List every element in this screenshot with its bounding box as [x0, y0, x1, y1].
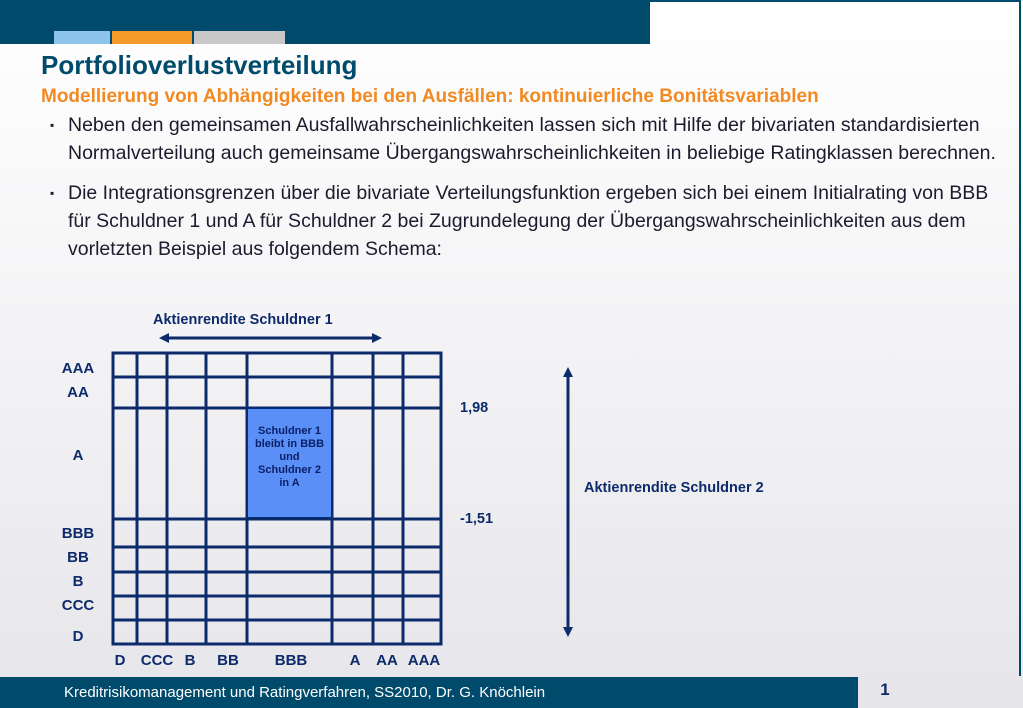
- bullet-text: Die Integrationsgrenzen über die bivariate Verteilungsfunktion ergeben sich bei einem Initialrating von BBB für Schuldner 1 und A für Schuldner 2 bei Zugrundelegung der Übergangswahrscheinlichkeiten aus dem vorletzten Beispiel aus folgendem Schema:: [68, 182, 989, 260]
- col-label: B: [184, 652, 196, 669]
- highlight-cell-line: in A: [279, 477, 300, 489]
- row-label: B: [72, 573, 84, 590]
- row-label: AAA: [61, 360, 95, 377]
- lower-bound-label: -1,51: [460, 511, 494, 527]
- col-label: D: [114, 652, 126, 669]
- col-label: CCC: [140, 652, 174, 669]
- bullet-marker-icon: ▪: [50, 118, 55, 132]
- footer-text: Kreditrisikomanagement und Ratingverfahren, SS2010, Dr. G. Knöchlein: [64, 684, 546, 701]
- bullet-item: [50, 179, 1010, 263]
- bullet-item: [50, 111, 1010, 167]
- footer-bar: [0, 677, 858, 708]
- highlight-cell-line: Schuldner 2: [258, 464, 321, 476]
- col-label: BBB: [274, 652, 308, 669]
- header-accent-orange: [112, 31, 192, 44]
- x-axis-label: Aktienrendite Schuldner 1: [153, 312, 333, 328]
- header-accent-blue: [54, 31, 110, 44]
- bullet-text: Neben den gemeinsamen Ausfallwahrscheinlichkeiten lassen sich mit Hilfe der bivariaten standardisierten Normalverteilung auch gemeinsame Übergangswahrscheinlichkeiten in beliebige Ratingklassen berechnen.: [68, 114, 996, 164]
- header-accent-grey: [194, 31, 285, 44]
- highlight-cell-line: Schuldner 1: [258, 425, 321, 437]
- col-label: AA: [376, 652, 398, 669]
- highlight-cell-line: und: [279, 451, 300, 463]
- row-label: BBB: [61, 525, 95, 542]
- row-label: BB: [67, 549, 89, 566]
- bullet-marker-icon: ▪: [50, 186, 55, 200]
- bullet-list: [50, 111, 1010, 275]
- slide-subtitle: Modellierung von Abhängigkeiten bei den Ausfällen: kontinuierliche Bonitätsvariablen: [41, 86, 819, 107]
- col-label: AAA: [407, 652, 441, 669]
- page-number: 1: [880, 680, 890, 699]
- row-label: D: [72, 628, 84, 645]
- row-label: AA: [67, 384, 89, 401]
- upper-bound-label: 1,98: [460, 400, 489, 416]
- highlight-cell: [247, 408, 332, 518]
- col-label: BB: [217, 652, 239, 669]
- col-label: A: [349, 652, 361, 669]
- row-label: CCC: [61, 597, 95, 614]
- highlight-cell-line: bleibt in BBB: [254, 438, 325, 450]
- y-axis-label: Aktienrendite Schuldner 2: [584, 480, 764, 496]
- slide-title: Portfolioverlustverteilung: [41, 50, 358, 80]
- row-label: A: [72, 447, 84, 464]
